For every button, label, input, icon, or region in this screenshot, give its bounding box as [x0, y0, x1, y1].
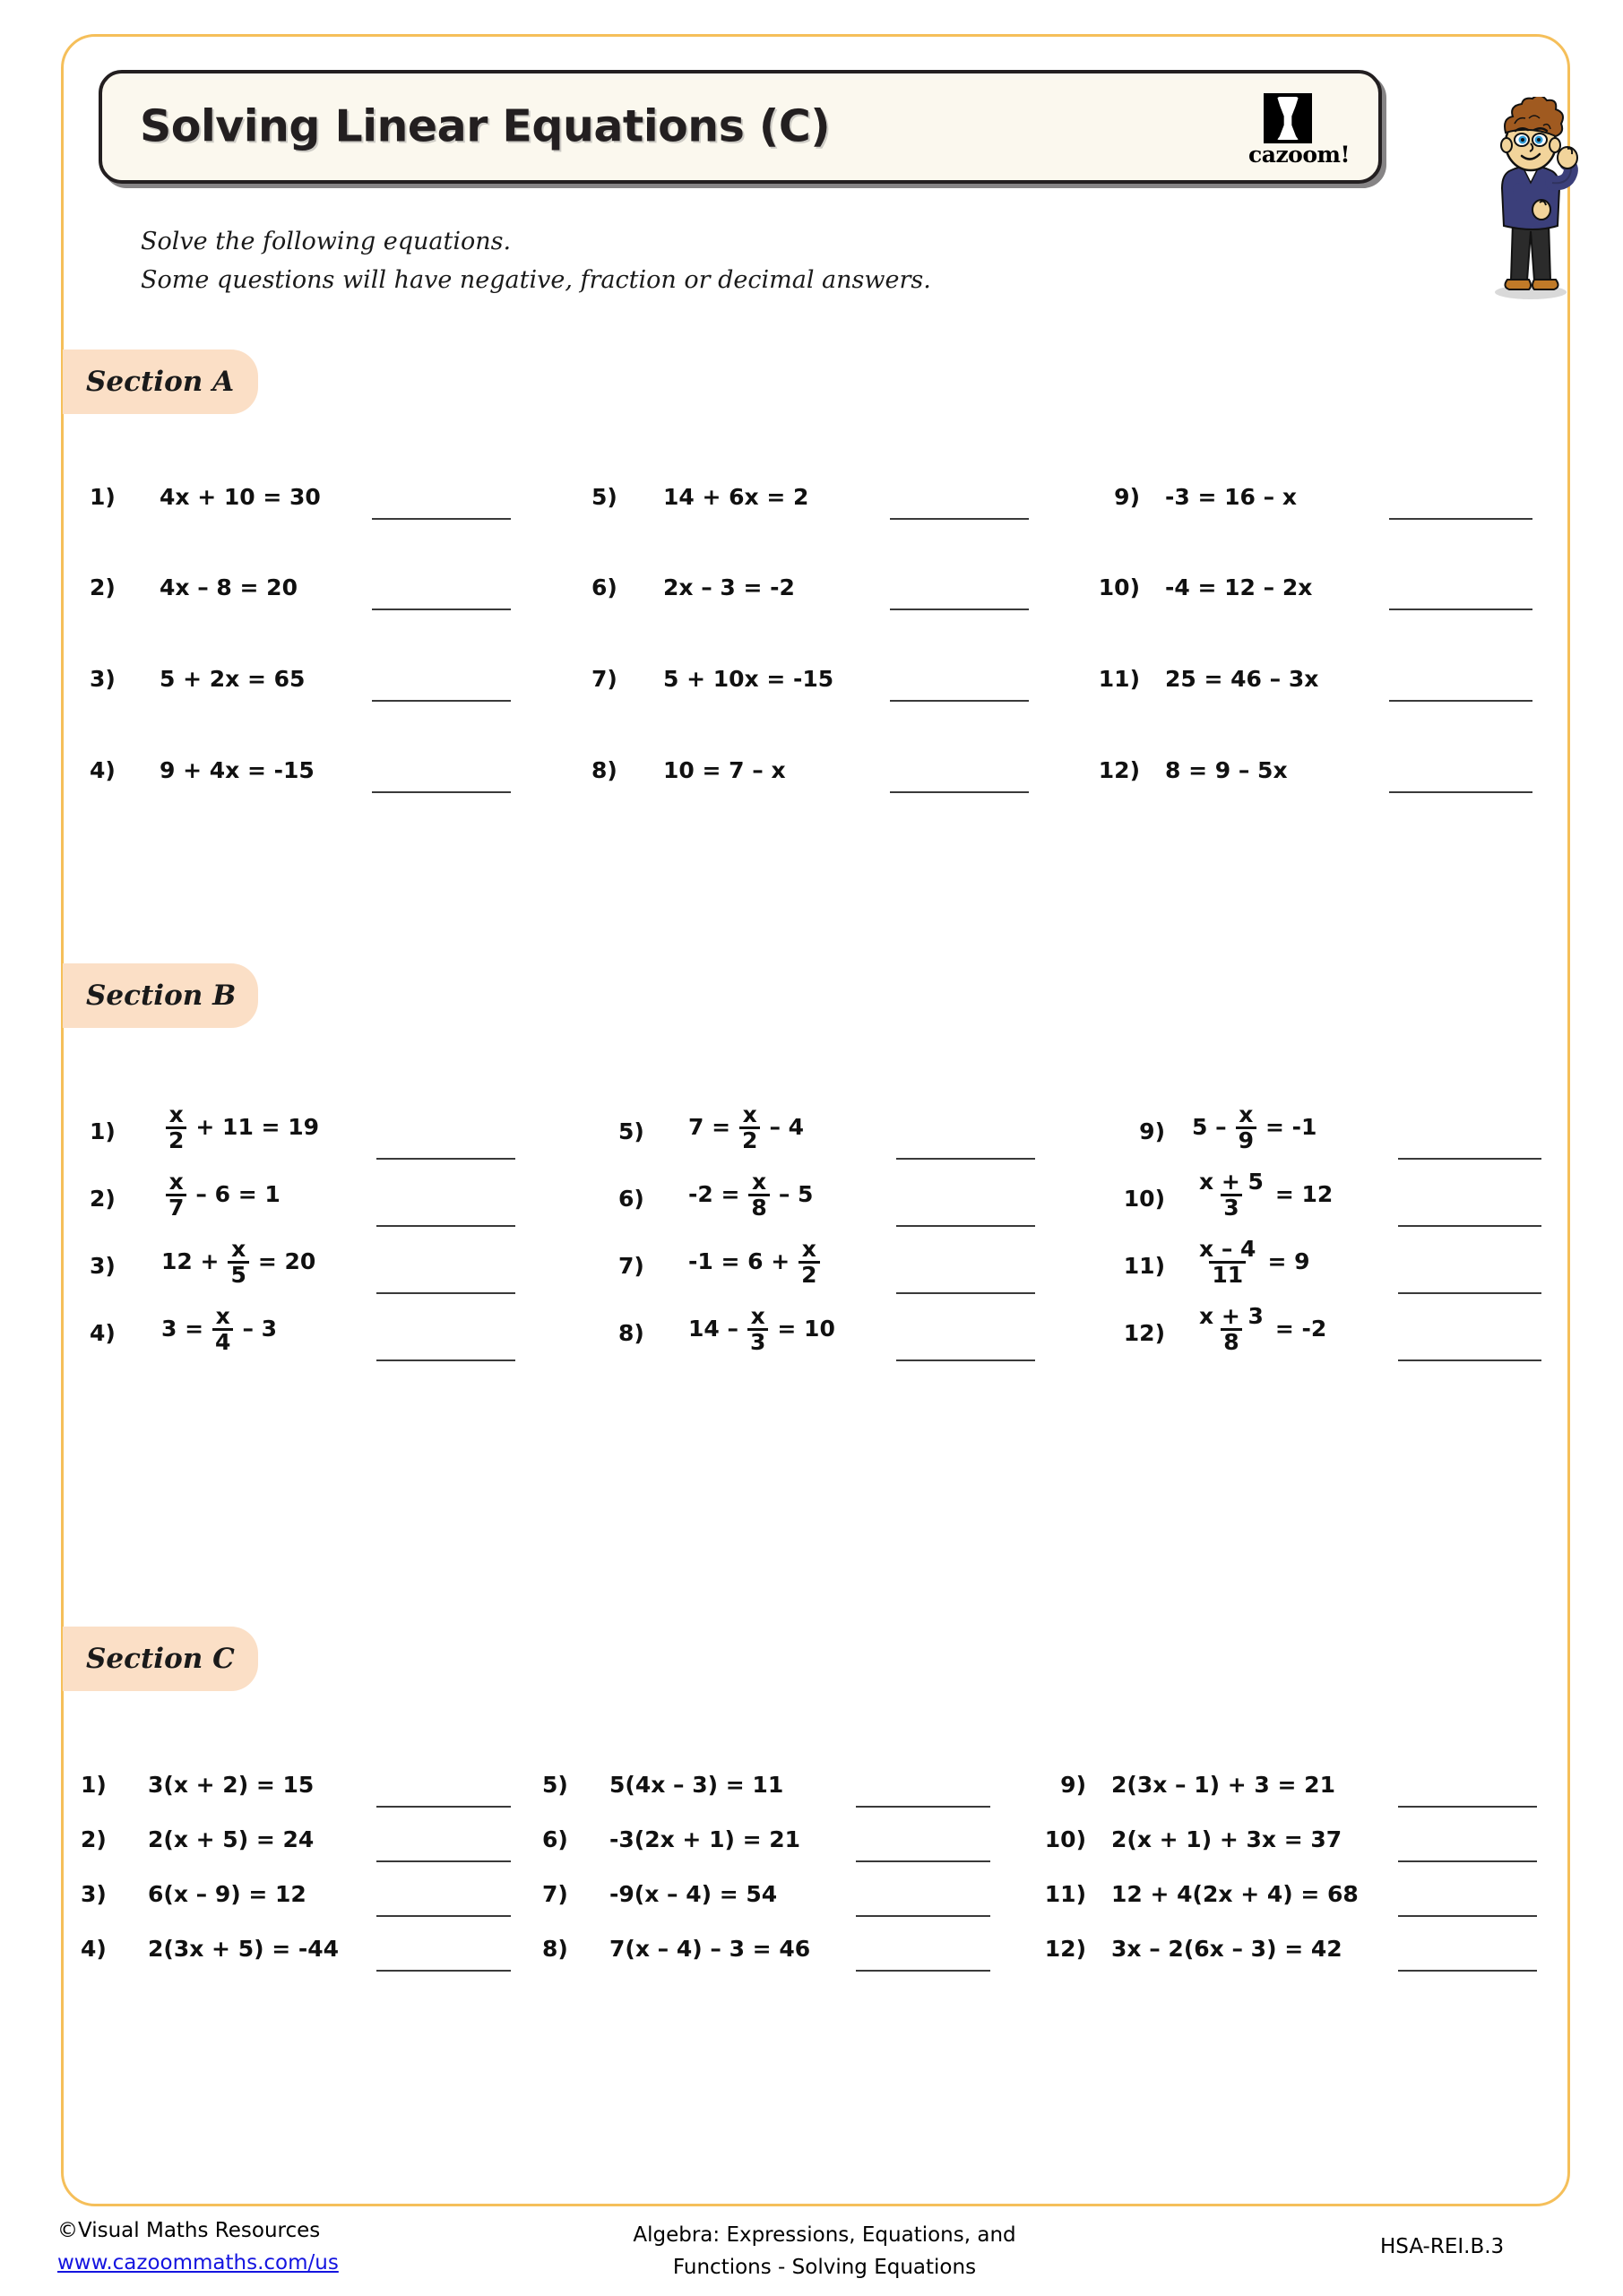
question-equation: 3x – 2(6x – 3) = 42	[1111, 1936, 1342, 1962]
equation-suffix: = -1	[1265, 1114, 1317, 1140]
equation-suffix: + 11 = 19	[195, 1114, 319, 1140]
cazoom-logo	[1239, 91, 1360, 170]
fraction-numerator: x – 4	[1199, 1235, 1256, 1262]
fraction-numerator: x	[801, 1235, 816, 1262]
answer-blank-line[interactable]	[1398, 1806, 1537, 1808]
question-number: 5)	[542, 1772, 568, 1798]
fraction-denominator: 2	[739, 1126, 760, 1152]
fraction-denominator: 11	[1209, 1261, 1246, 1287]
worksheet-footer	[0, 2215, 1623, 2296]
question-number: 4)	[81, 1936, 107, 1962]
fraction-numerator: x	[231, 1235, 246, 1262]
question-number: 4)	[90, 1320, 116, 1346]
equation-suffix: – 6 = 1	[195, 1181, 281, 1207]
equation-prefix: -1 = 6 +	[688, 1248, 790, 1274]
footer-copyright: ©Visual Maths Resources	[57, 2219, 321, 2242]
page-title: Solving Linear Equations (C)	[140, 99, 831, 151]
fraction-denominator: 8	[1221, 1328, 1241, 1354]
answer-blank-line[interactable]	[890, 518, 1029, 520]
question-number: 4)	[90, 757, 116, 783]
question-equation	[161, 1102, 324, 1152]
fraction-numerator: x	[215, 1302, 230, 1329]
mascot-student-icon	[1475, 97, 1592, 303]
question-equation: -3(2x + 1) = 21	[609, 1826, 801, 1852]
question-equation: 2(x + 1) + 3x = 37	[1111, 1826, 1342, 1852]
answer-blank-line[interactable]	[376, 1225, 515, 1227]
question-equation: 2(3x – 1) + 3 = 21	[1111, 1772, 1335, 1798]
question-equation	[688, 1304, 840, 1354]
answer-blank-line[interactable]	[1398, 1158, 1541, 1160]
answer-blank-line[interactable]	[1398, 1915, 1537, 1917]
question-equation: 8 = 9 – 5x	[1165, 757, 1288, 783]
question-equation	[688, 1102, 808, 1152]
equation-suffix: – 3	[242, 1316, 278, 1342]
question-equation: 5 + 10x = -15	[663, 666, 834, 692]
equation-prefix: -2 =	[688, 1181, 740, 1207]
equation-prefix: 12 +	[161, 1248, 220, 1274]
section-header-b	[63, 963, 258, 1028]
equation-suffix: – 4	[769, 1114, 805, 1140]
question-equation: 2x – 3 = -2	[663, 574, 795, 600]
answer-blank-line[interactable]	[376, 1292, 515, 1294]
section-header-a	[63, 350, 258, 414]
question-equation: 3(x + 2) = 15	[148, 1772, 315, 1798]
answer-blank-line[interactable]	[1389, 609, 1532, 610]
answer-blank-line[interactable]	[856, 1970, 990, 1972]
answer-blank-line[interactable]	[856, 1860, 990, 1862]
question-number: 5)	[591, 484, 617, 510]
fraction-denominator: 3	[1221, 1194, 1241, 1220]
question-equation	[688, 1170, 817, 1220]
fraction-numerator: x	[1239, 1101, 1254, 1127]
fraction	[228, 1235, 248, 1288]
worksheet-header	[99, 70, 1550, 195]
question-number: 8)	[618, 1320, 644, 1346]
question-equation: -9(x – 4) = 54	[609, 1881, 778, 1907]
fraction-numerator: x + 3	[1199, 1302, 1264, 1329]
fraction-denominator: 4	[212, 1328, 233, 1354]
answer-blank-line[interactable]	[856, 1915, 990, 1917]
answer-blank-line[interactable]	[1389, 518, 1532, 520]
question-number: 10)	[1123, 1186, 1165, 1212]
fraction	[1236, 1103, 1256, 1152]
question-number: 12)	[1098, 757, 1140, 783]
fraction-denominator: 3	[747, 1328, 768, 1354]
question-number: 6)	[591, 574, 617, 600]
answer-blank-line[interactable]	[1389, 700, 1532, 702]
question-number: 11)	[1098, 666, 1140, 692]
question-equation	[161, 1170, 285, 1220]
question-equation	[161, 1237, 320, 1287]
question-number: 8)	[542, 1936, 568, 1962]
instructions-block	[141, 222, 1306, 299]
question-number: 9)	[1114, 484, 1140, 510]
equation-suffix: = -2	[1274, 1316, 1327, 1342]
fraction	[799, 1235, 819, 1288]
answer-blank-line[interactable]	[376, 1915, 511, 1917]
question-number: 6)	[542, 1826, 568, 1852]
question-number: 3)	[81, 1881, 107, 1907]
equation-suffix: = 20	[257, 1248, 316, 1274]
answer-blank-line[interactable]	[1398, 1292, 1541, 1294]
fraction	[739, 1103, 760, 1152]
question-number: 11)	[1123, 1253, 1165, 1279]
footer-website-link[interactable]: www.cazoommaths.com/us	[57, 2251, 339, 2274]
question-equation: -3 = 16 – x	[1165, 484, 1297, 510]
cup-glyph	[1277, 97, 1299, 140]
fraction-denominator: 9	[1236, 1126, 1256, 1152]
equation-prefix: 5 –	[1192, 1114, 1227, 1140]
fraction-numerator: x	[168, 1101, 184, 1127]
fraction-numerator: x + 5	[1199, 1168, 1264, 1195]
question-number: 5)	[618, 1118, 644, 1144]
answer-blank-line[interactable]	[1398, 1860, 1537, 1862]
question-equation	[1192, 1304, 1331, 1354]
answer-blank-line[interactable]	[376, 1970, 511, 1972]
answer-blank-line[interactable]	[372, 609, 511, 610]
answer-blank-line[interactable]	[1398, 1970, 1537, 1972]
answer-blank-line[interactable]	[376, 1806, 511, 1808]
answer-blank-line[interactable]	[376, 1158, 515, 1160]
fraction-numerator: x	[752, 1168, 767, 1195]
fraction-denominator: 2	[799, 1261, 819, 1287]
question-number: 10)	[1098, 574, 1140, 600]
equation-suffix: = 12	[1274, 1181, 1334, 1207]
answer-blank-line[interactable]	[372, 518, 511, 520]
footer-topic	[574, 2219, 1075, 2283]
question-equation	[1192, 1170, 1337, 1220]
question-equation: 2(3x + 5) = -44	[148, 1936, 340, 1962]
fraction-numerator: x	[742, 1101, 757, 1127]
answer-blank-line[interactable]	[890, 609, 1029, 610]
answer-blank-line[interactable]	[896, 1225, 1035, 1227]
answer-blank-line[interactable]	[856, 1806, 990, 1808]
footer-topic-line-2: Functions - Solving Equations	[672, 2256, 977, 2279]
question-equation: 12 + 4(2x + 4) = 68	[1111, 1881, 1359, 1907]
answer-blank-line[interactable]	[376, 1860, 511, 1862]
fraction	[166, 1170, 186, 1220]
equation-prefix: 7 =	[688, 1114, 731, 1140]
equation-suffix: = 10	[777, 1316, 835, 1342]
question-equation: 9 + 4x = -15	[160, 757, 315, 783]
question-equation: 2(x + 5) = 24	[148, 1826, 315, 1852]
fraction	[1196, 1170, 1266, 1220]
question-equation	[1192, 1237, 1314, 1287]
fraction	[166, 1103, 186, 1152]
section-label-c: Section C	[86, 1643, 235, 1675]
fraction	[1196, 1235, 1258, 1288]
question-equation: 6(x – 9) = 12	[148, 1881, 306, 1907]
question-number: 7)	[618, 1253, 644, 1279]
cazoom-logo-text: cazoom!	[1248, 142, 1350, 168]
answer-blank-line[interactable]	[372, 791, 511, 793]
question-number: 1)	[90, 1118, 116, 1144]
question-equation: 5(4x – 3) = 11	[609, 1772, 784, 1798]
fraction	[748, 1170, 769, 1220]
question-number: 12)	[1044, 1936, 1086, 1962]
question-number: 7)	[591, 666, 617, 692]
answer-blank-line[interactable]	[896, 1359, 1035, 1361]
question-number: 3)	[90, 1253, 116, 1279]
question-equation: 25 = 46 – 3x	[1165, 666, 1319, 692]
question-equation: 10 = 7 – x	[663, 757, 786, 783]
fraction	[212, 1302, 233, 1355]
fraction-numerator: x	[168, 1168, 184, 1195]
question-number: 1)	[90, 484, 116, 510]
equation-suffix: = 9	[1267, 1248, 1310, 1274]
question-equation: 7(x – 4) – 3 = 46	[609, 1936, 811, 1962]
instruction-line-2: Some questions will have negative, fraction or decimal answers.	[141, 266, 931, 294]
question-equation: -4 = 12 – 2x	[1165, 574, 1313, 600]
footer-topic-line-1: Algebra: Expressions, Equations, and	[633, 2223, 1016, 2247]
question-number: 9)	[1060, 1772, 1086, 1798]
fraction	[747, 1302, 768, 1355]
question-number: 2)	[81, 1826, 107, 1852]
answer-blank-line[interactable]	[1398, 1225, 1541, 1227]
answer-blank-line[interactable]	[896, 1158, 1035, 1160]
equation-prefix: 14 –	[688, 1316, 738, 1342]
question-number: 10)	[1044, 1826, 1086, 1852]
answer-blank-line[interactable]	[890, 700, 1029, 702]
answer-blank-line[interactable]	[1398, 1359, 1541, 1361]
question-number: 1)	[81, 1772, 107, 1798]
answer-blank-line[interactable]	[372, 700, 511, 702]
fraction-denominator: 5	[228, 1261, 248, 1287]
question-number: 12)	[1123, 1320, 1165, 1346]
answer-blank-line[interactable]	[890, 791, 1029, 793]
section-header-c	[63, 1627, 258, 1691]
fraction	[1196, 1302, 1266, 1355]
question-equation: 14 + 6x = 2	[663, 484, 809, 510]
question-number: 2)	[90, 574, 116, 600]
footer-standard-code: HSA-REI.B.3	[1380, 2235, 1505, 2258]
question-number: 3)	[90, 666, 116, 692]
question-number: 11)	[1044, 1881, 1086, 1907]
section-label-a: Section A	[86, 366, 235, 398]
answer-blank-line[interactable]	[896, 1292, 1035, 1294]
question-number: 6)	[618, 1186, 644, 1212]
fraction-denominator: 7	[166, 1194, 186, 1220]
question-number: 2)	[90, 1186, 116, 1212]
question-number: 7)	[542, 1881, 568, 1907]
question-number: 9)	[1139, 1118, 1165, 1144]
equation-prefix: 3 =	[161, 1316, 204, 1342]
question-equation	[688, 1237, 824, 1287]
title-banner	[99, 70, 1382, 184]
cazoom-cup-icon	[1264, 93, 1312, 143]
fraction-denominator: 8	[748, 1194, 769, 1220]
question-equation	[161, 1304, 281, 1354]
answer-blank-line[interactable]	[1389, 791, 1532, 793]
question-equation	[1192, 1102, 1321, 1152]
fraction-denominator: 2	[166, 1126, 186, 1152]
equation-suffix: – 5	[778, 1181, 814, 1207]
section-label-b: Section B	[86, 980, 237, 1012]
question-equation: 4x – 8 = 20	[160, 574, 298, 600]
answer-blank-line[interactable]	[376, 1359, 515, 1361]
question-number: 8)	[591, 757, 617, 783]
question-equation: 5 + 2x = 65	[160, 666, 306, 692]
fraction-numerator: x	[750, 1302, 765, 1329]
instruction-line-1: Solve the following equations.	[141, 228, 512, 255]
question-equation: 4x + 10 = 30	[160, 484, 321, 510]
